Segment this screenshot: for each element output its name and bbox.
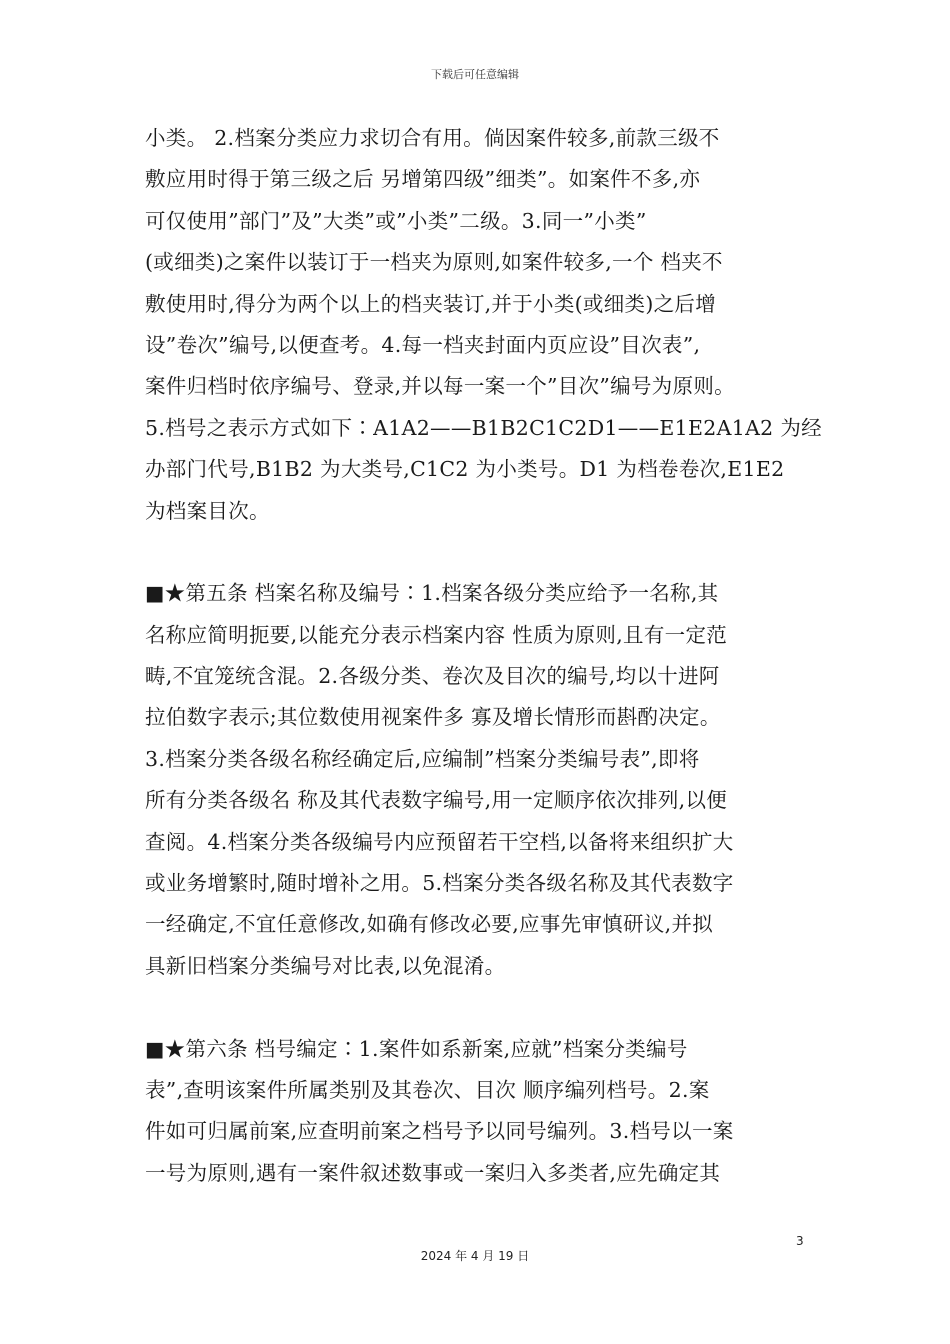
paragraph-article-5	[145, 573, 815, 987]
text-line: 畴,不宜笼统含混。2.各级分类、卷次及目次的编号,均以十进阿	[145, 664, 720, 689]
text-line: 所有分类各级名 称及其代表数字编号,用一定顺序依次排列,以便	[145, 788, 728, 813]
text-line: 为档案目次。	[145, 498, 270, 523]
paragraph-spacer	[145, 532, 815, 573]
text-line: 查阅。4.档案分类各级编号内应预留若干空档,以备将来组织扩大	[145, 829, 734, 854]
text-line: 办部门代号,B1B2 为大类号,C1C2 为小类号。D1 为档卷卷次,E1E2	[145, 457, 785, 482]
text-line: 拉伯数字表示;其位数使用视案件多 寡及增长情形而斟酌决定。	[145, 705, 721, 730]
text-line: 一号为原则,遇有一案件叙述数事或一案归入多类者,应先确定其	[145, 1160, 721, 1185]
text-line: 敷使用时,得分为两个以上的档夹装订,并于小类(或细类)之后增	[145, 291, 717, 316]
text-line: 表”,查明该案件所属类别及其卷次、目次 顺序编列档号。2.案	[145, 1077, 710, 1102]
text-line: 可仅使用”部门”及”大类”或”小类”二级。3.同一”小类”	[145, 208, 647, 233]
page-number: 3	[796, 1234, 804, 1248]
text-line: ■★第六条 档号编定∶1.案件如系新案,应就”档案分类编号	[145, 1036, 688, 1061]
text-line: 案件归档时依序编号、登录,并以每一案一个”目次”编号为原则。	[145, 374, 735, 399]
paragraph-spacer	[145, 987, 815, 1028]
document-body	[145, 118, 822, 1194]
page-header: 下载后可任意编辑	[431, 68, 519, 81]
text-line: ■★第五条 档案名称及编号∶1.档案各级分类应给予一名称,其	[145, 581, 719, 606]
paragraph-classification	[145, 118, 822, 532]
footer-date: 2024 年 4 月 19 日	[420, 1249, 530, 1263]
text-line: 敷应用时得于第三级之后 另增第四级”细类”。如案件不多,亦	[145, 167, 701, 192]
text-line: (或细类)之案件以装订于一档夹为原则,如案件较多,一个 档夹不	[145, 250, 723, 275]
text-line: 设”卷次”编号,以便查考。4.每一档夹封面内页应设”目次表”,	[145, 332, 701, 357]
text-line: 名称应简明扼要,以能充分表示档案内容 性质为原则,且有一定范	[145, 622, 728, 647]
text-line: 5.档号之表示方式如下∶A1A2——B1B2C1C2D1——E1E2A1A2 为经	[145, 415, 822, 440]
text-line: 3.档案分类各级名称经确定后,应编制”档案分类编号表”,即将	[145, 746, 700, 771]
text-line: 件如可归属前案,应查明前案之档号予以同号编列。3.档号以一案	[145, 1119, 734, 1144]
text-line: 小类。 2.档案分类应力求切合有用。倘因案件较多,前款三级不	[145, 126, 720, 150]
text-line: 一经确定,不宜任意修改,如确有修改必要,应事先审慎研议,并拟	[145, 912, 714, 937]
text-line: 或业务增繁时,随时增补之用。5.档案分类各级名称及其代表数字	[145, 871, 734, 896]
text-line: 具新旧档案分类编号对比表,以免混淆。	[145, 953, 506, 978]
paragraph-article-6	[145, 1029, 815, 1195]
